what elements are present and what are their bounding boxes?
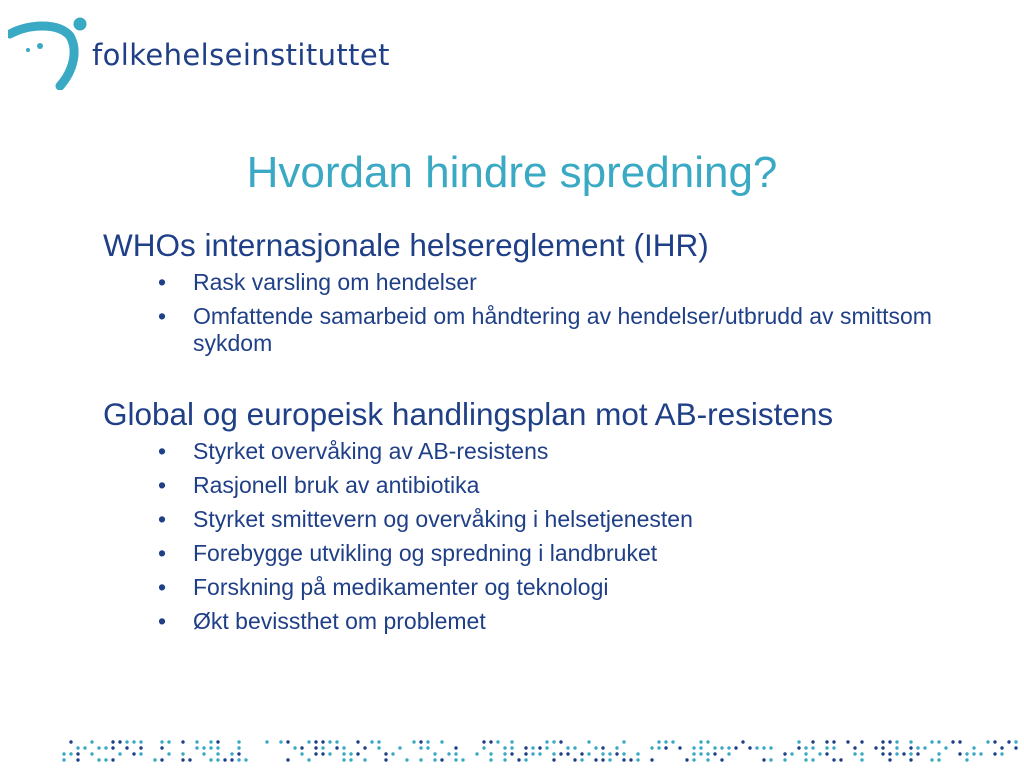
footer-dot: [608, 758, 611, 761]
footer-dot: [426, 740, 429, 743]
footer-dot: [566, 752, 569, 755]
section-heading-ihr: WHOs internasjonale helsereglement (IHR): [103, 227, 709, 263]
footer-dot: [545, 746, 548, 749]
footer-dot: [937, 752, 940, 755]
footer-dot: [755, 746, 758, 749]
footer-dot: [832, 740, 835, 743]
footer-dot: [230, 752, 233, 755]
list-item: • Økt bevissthet om problemet: [158, 608, 486, 634]
footer-dot: [286, 740, 289, 743]
footer-dot: [888, 740, 891, 743]
footer-dot: [559, 752, 562, 755]
footer-dot: [510, 752, 513, 755]
footer-dot: [895, 752, 898, 755]
footer-dot: [370, 740, 373, 743]
footer-dot: [909, 740, 912, 743]
footer-dot: [293, 746, 296, 749]
footer-dot: [1000, 746, 1003, 749]
footer-dot: [636, 758, 639, 761]
footer-dot: [216, 746, 219, 749]
footer-dot: [902, 752, 905, 755]
bullet-icon: •: [158, 472, 167, 498]
footer-dot: [265, 740, 268, 743]
footer-dot: [125, 746, 128, 749]
footer-dot: [405, 758, 408, 761]
footer-dot: [419, 758, 422, 761]
footer-dot: [90, 752, 93, 755]
footer-dot: [622, 752, 625, 755]
footer-dot: [601, 746, 604, 749]
footer-dot: [538, 752, 541, 755]
footer-dot: [692, 746, 695, 749]
footer-dot: [930, 758, 933, 761]
footer-dot: [1014, 746, 1017, 749]
footer-dot: [958, 740, 961, 743]
footer-dot: [853, 746, 856, 749]
footer-dot: [503, 746, 506, 749]
footer-dot: [237, 758, 240, 761]
footer-dot: [510, 740, 513, 743]
footer-dot: [356, 752, 359, 755]
footer-dot: [153, 758, 156, 761]
footer-dot: [993, 740, 996, 743]
footer-dot: [132, 740, 135, 743]
slide-content: [103, 228, 983, 642]
footer-dot: [601, 752, 604, 755]
footer-dot: [965, 758, 968, 761]
footer-dot: [601, 758, 604, 761]
footer-dot: [832, 758, 835, 761]
footer-dot: [720, 746, 723, 749]
footer-dot: [811, 746, 814, 749]
footer-dot: [881, 740, 884, 743]
footer-dot: [552, 758, 555, 761]
footer-dot: [181, 758, 184, 761]
footer-dot: [342, 746, 345, 749]
footer-dot: [524, 746, 527, 749]
footer-dot: [895, 740, 898, 743]
footer-dot: [699, 746, 702, 749]
footer-dot: [860, 740, 863, 743]
footer-dot: [111, 746, 114, 749]
bullet-icon: •: [158, 303, 167, 329]
footer-dot: [83, 746, 86, 749]
footer-dot: [769, 758, 772, 761]
footer-dot: [797, 746, 800, 749]
footer-dot: [580, 752, 583, 755]
footer-dot: [118, 740, 121, 743]
footer-dot: [216, 752, 219, 755]
footer-dot: [132, 752, 135, 755]
footer-dot: [482, 740, 485, 743]
footer-dot: [510, 746, 513, 749]
footer-dot: [664, 740, 667, 743]
footer-dot: [699, 752, 702, 755]
bullet-list-ihr: [103, 269, 983, 357]
footer-dot: [874, 746, 877, 749]
footer-dot: [237, 740, 240, 743]
footer-dot: [356, 740, 359, 743]
footer-dot: [545, 740, 548, 743]
footer-dot: [881, 752, 884, 755]
footer-dot: [384, 752, 387, 755]
footer-dot: [783, 752, 786, 755]
list-item: • Omfattende samarbeid om håndtering av hendelser/utbrudd av smittsom sykdom: [158, 303, 932, 356]
footer-dot: [321, 746, 324, 749]
list-item: • Forebygge utvikling og spredning i landbruket: [158, 540, 658, 566]
footer-dot: [937, 740, 940, 743]
footer-dot: [762, 758, 765, 761]
list-item: • Styrket overvåking av AB-resistens: [158, 438, 549, 464]
footer-dot: [692, 752, 695, 755]
list-item: • Rasjonell bruk av antibiotika: [158, 472, 480, 498]
footer-dot: [587, 752, 590, 755]
footer-dot: [300, 746, 303, 749]
footer-dot: [650, 746, 653, 749]
footer-dot: [69, 752, 72, 755]
footer-dot: [839, 758, 842, 761]
footer-dot: [888, 752, 891, 755]
footer-dot: [783, 758, 786, 761]
footer-dot: [881, 746, 884, 749]
footer-dot: [349, 758, 352, 761]
footer-dot: [335, 746, 338, 749]
footer-dot: [573, 758, 576, 761]
footer-dot: [573, 746, 576, 749]
footer-dot: [454, 752, 457, 755]
footer-dot: [804, 746, 807, 749]
footer-dot: [160, 746, 163, 749]
footer-dot: [97, 758, 100, 761]
footer-dot: [531, 746, 534, 749]
footer-dot: [454, 758, 457, 761]
footer-dot: [769, 746, 772, 749]
footer-dot: [160, 758, 163, 761]
footer-dot: [433, 758, 436, 761]
footer-dot: [986, 740, 989, 743]
footer-dot: [678, 746, 681, 749]
footer-dot: [909, 752, 912, 755]
footer-dot: [377, 746, 380, 749]
footer-dot: [720, 758, 723, 761]
footer-dot: [419, 740, 422, 743]
footer-dot: [909, 758, 912, 761]
footer-dot: [489, 740, 492, 743]
footer-dot: [685, 758, 688, 761]
footer-dot: [706, 752, 709, 755]
footer-dot: [328, 740, 331, 743]
footer-dot: [384, 758, 387, 761]
footer-dot: [76, 752, 79, 755]
footer-dot: [853, 752, 856, 755]
footer-dot: [944, 746, 947, 749]
footer-dot: [279, 740, 282, 743]
footer-dot: [314, 746, 317, 749]
footer-dot: [832, 746, 835, 749]
footer-dot: [741, 740, 744, 743]
footer-dot: [69, 740, 72, 743]
footer-dot: [314, 740, 317, 743]
footer-dot: [846, 740, 849, 743]
bullet-icon: •: [158, 540, 167, 566]
footer-dot: [825, 746, 828, 749]
bullet-icon: •: [158, 506, 167, 532]
footer-dot: [552, 740, 555, 743]
footer-dot: [895, 746, 898, 749]
footer-dot: [237, 746, 240, 749]
footer-dot: [692, 758, 695, 761]
footer-dot: [195, 740, 198, 743]
footer-dot: [993, 752, 996, 755]
footer-dot: [482, 746, 485, 749]
footer-dot: [475, 752, 478, 755]
footer-dot: [62, 758, 65, 761]
footer-dot: [909, 746, 912, 749]
footer-dot: [104, 746, 107, 749]
footer-dot: [629, 758, 632, 761]
footer-dot: [496, 740, 499, 743]
footer-dot: [426, 746, 429, 749]
bullet-list-ab-resistance: [103, 438, 983, 635]
footer-dot: [307, 740, 310, 743]
footer-dot: [111, 740, 114, 743]
footer-dot: [930, 740, 933, 743]
slide-title: Hvordan hindre spredning?: [246, 148, 778, 197]
footer-dot: [615, 752, 618, 755]
footer-dot: [594, 758, 597, 761]
footer-dot: [888, 758, 891, 761]
footer-dot: [62, 752, 65, 755]
footer-dot: [342, 758, 345, 761]
list-item: • Forskning på medikamenter og teknologi: [158, 574, 609, 600]
footer-dot: [125, 740, 128, 743]
footer-dot: [489, 758, 492, 761]
footer-dot: [440, 758, 443, 761]
footer-dot: [664, 746, 667, 749]
footer-dot: [748, 746, 751, 749]
footer-dot: [76, 758, 79, 761]
bullet-icon: •: [158, 269, 167, 295]
footer-dot: [118, 752, 121, 755]
footer-dot: [503, 758, 506, 761]
footer-dot: [321, 752, 324, 755]
footer-dot: [727, 746, 730, 749]
footer-dot: [209, 746, 212, 749]
footer-dot: [503, 752, 506, 755]
footer-dot: [363, 758, 366, 761]
footer-dot: [139, 740, 142, 743]
footer-dot: [216, 758, 219, 761]
footer-dot: [181, 752, 184, 755]
footer-dot: [202, 752, 205, 755]
footer-dot: [552, 752, 555, 755]
footer-dot: [818, 752, 821, 755]
footer-dot: [321, 740, 324, 743]
section-heading-ab-resistance: Global og europeisk handlingsplan mot AB-resistens: [103, 396, 834, 432]
footer-dot: [195, 746, 198, 749]
footer-dot: [104, 758, 107, 761]
footer-dot: [216, 740, 219, 743]
footer-dot: [923, 746, 926, 749]
footer-dot: [531, 752, 534, 755]
footer-dot: [391, 752, 394, 755]
footer-dot: [139, 752, 142, 755]
logo: [8, 10, 398, 90]
footer-dot: [951, 740, 954, 743]
footer-dot: [237, 752, 240, 755]
logo-wordmark: folkehelseinstituttet: [92, 38, 390, 72]
footer-dot: [363, 746, 366, 749]
footer-dot: [314, 752, 317, 755]
footer-dot: [209, 758, 212, 761]
footer-dot: [699, 740, 702, 743]
footer-dot: [524, 752, 527, 755]
footer-dot: [860, 758, 863, 761]
footer-dot: [349, 752, 352, 755]
footer-dot: [972, 746, 975, 749]
footer-dot: [979, 752, 982, 755]
footer-dot: [650, 758, 653, 761]
footer-dot: [804, 758, 807, 761]
footer-dot: [713, 752, 716, 755]
footer-dot: [223, 758, 226, 761]
footer-dot: [461, 758, 464, 761]
footer-dot: [286, 758, 289, 761]
footer-dot: [916, 752, 919, 755]
footer-dot: [377, 740, 380, 743]
list-item: • Rask varsling om hendelser: [158, 269, 477, 295]
footer-dot: [972, 752, 975, 755]
footer-dot: [111, 758, 114, 761]
footer-dot: [657, 746, 660, 749]
footer-dot: [713, 746, 716, 749]
footer-dot: [587, 740, 590, 743]
footer-dot: [342, 752, 345, 755]
footer-dot: [706, 758, 709, 761]
footer-dot: [454, 746, 457, 749]
footer-dot: [811, 758, 814, 761]
footer-dot: [300, 752, 303, 755]
footer-dot: [412, 740, 415, 743]
footer-dot: [1014, 740, 1017, 743]
footer-dot-pattern-icon: [60, 738, 1024, 768]
footer-dot: [139, 746, 142, 749]
bullet-icon: •: [158, 438, 167, 464]
footer-dot: [559, 740, 562, 743]
footer-dot: [202, 746, 205, 749]
footer-dot: [1007, 740, 1010, 743]
footer-dot: [167, 752, 170, 755]
footer-dot: [328, 752, 331, 755]
footer-dot: [965, 752, 968, 755]
footer-dot: [580, 758, 583, 761]
footer-dot: [76, 746, 79, 749]
footer-dot: [398, 746, 401, 749]
footer-dot: [811, 740, 814, 743]
footer-dot: [622, 758, 625, 761]
footer-dot: [489, 752, 492, 755]
footer-dot: [335, 740, 338, 743]
footer-dot: [804, 752, 807, 755]
footer-dot: [657, 740, 660, 743]
footer-dot: [538, 746, 541, 749]
footer-dot: [433, 752, 436, 755]
footer-dot: [762, 746, 765, 749]
list-item: • Styrket smittevern og overvåking i helsetjenesten: [158, 506, 693, 532]
footer-dot: [230, 758, 233, 761]
footer-dot: [1000, 752, 1003, 755]
footer-dot: [566, 746, 569, 749]
footer-dot: [706, 740, 709, 743]
footer-dot: [825, 740, 828, 743]
fhi-logo-mark-icon: [8, 10, 88, 90]
footer-dot: [517, 758, 520, 761]
footer-dot: [244, 758, 247, 761]
footer-dot: [825, 752, 828, 755]
footer-dot: [860, 752, 863, 755]
footer-dot: [916, 746, 919, 749]
footer-dot: [790, 752, 793, 755]
footer-dot: [90, 740, 93, 743]
footer-dot: [797, 740, 800, 743]
footer-dot: [958, 752, 961, 755]
footer-dot: [524, 758, 527, 761]
footer-dot: [671, 740, 674, 743]
bullet-icon: •: [158, 608, 167, 634]
footer-dot: [622, 740, 625, 743]
footer-dot: [937, 758, 940, 761]
footer-dot: [188, 758, 191, 761]
footer-dot: [608, 752, 611, 755]
footer-dot: [307, 758, 310, 761]
footer-dot: [615, 746, 618, 749]
footer-dot: [167, 740, 170, 743]
footer-dot: [97, 746, 100, 749]
footer-dot: [636, 752, 639, 755]
footer-dot: [727, 752, 730, 755]
footer-dot: [419, 746, 422, 749]
footer-dot: [209, 740, 212, 743]
footer-dot: [594, 746, 597, 749]
bullet-icon: •: [158, 574, 167, 600]
footer-dot: [447, 752, 450, 755]
footer-dot: [734, 746, 737, 749]
footer-dot: [181, 740, 184, 743]
footer-dot: [440, 740, 443, 743]
footer-dot: [160, 740, 163, 743]
